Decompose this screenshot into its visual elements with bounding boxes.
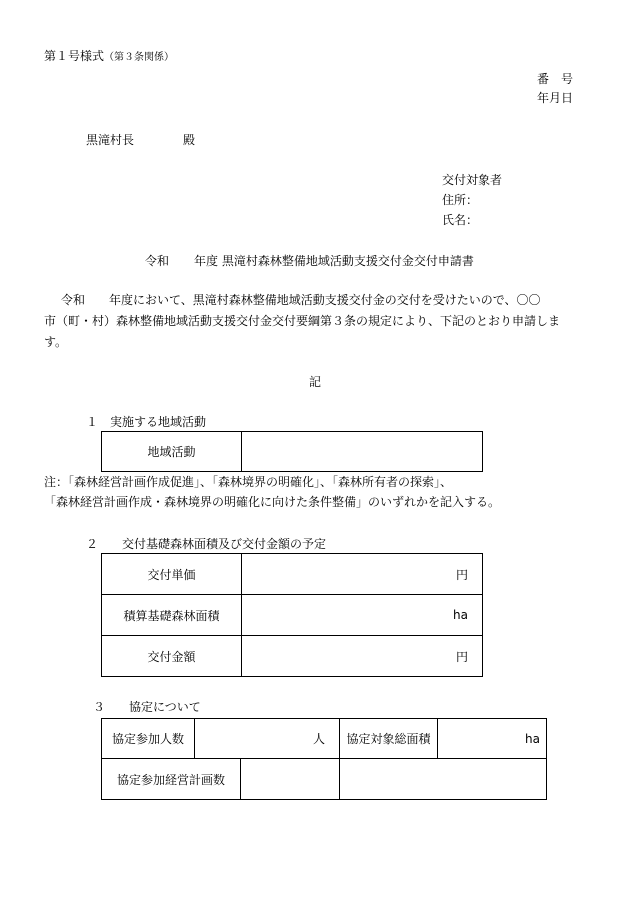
table-row [102,759,547,800]
grant-amount-field[interactable]: 円 [242,636,483,677]
table-row [102,554,483,595]
addressee-name: 黒滝村長 [86,133,135,147]
form-number-line [44,50,174,63]
unit-price-field[interactable]: 円 [242,554,483,595]
plans-label: 協定参加経営計画数 [102,759,241,799]
section3-table [101,718,547,800]
total-area-label: 協定対象総面積 [340,719,438,759]
activity-label: 地域活動 [102,432,242,472]
section1-note-1: 注：「森林経営計画作成促進」、「森林境界の明確化」、「森林所有者の探索」、 [44,475,453,489]
section1-heading: １ 実施する地域活動 [86,415,207,429]
unit-price-label: 交付単価 [102,554,242,595]
participants-label: 協定参加人数 [102,719,195,759]
activity-value-field[interactable] [242,432,483,472]
table-row [102,719,547,759]
section1-table [101,431,483,472]
section2-heading: ２ 交付基礎森林面積及び交付金額の予定 [86,537,327,551]
applicant-name-label: 氏名： [442,213,479,227]
section1-note-2: 「森林経営計画作成・森林境界の明確化に向けた条件整備」のいずれかを記入する。 [44,495,501,509]
plans-label-cell [102,759,340,800]
participants-field[interactable]: 人 [195,719,340,759]
section3-heading: ３ 協定について [93,700,201,714]
body-line-2: 市（町・村）森林整備地域活動支援交付金交付要綱第３条の規定により、下記のとおり申請しま [44,314,561,328]
applicant-heading: 交付対象者 [442,173,503,187]
forest-area-field[interactable]: ha [242,595,483,636]
addressee-honorific: 殿 [183,133,196,147]
table-row [102,432,483,472]
document-title-era: 令和 [145,254,170,268]
document-title: 年度 黒滝村森林整備地域活動支援交付金交付申請書 [194,254,474,268]
reference-number-label: 番 号 [537,72,574,86]
form-relation: （第３条関係） [104,52,175,63]
date-label: 年月日 [537,91,574,105]
table-row [102,595,483,636]
section2-table [101,553,483,677]
forest-area-label: 積算基礎森林面積 [102,595,242,636]
body-line-1: 令和 年度において、黒滝村森林整備地域活動支援交付金の交付を受けたいので、〇〇 [61,293,541,307]
table-row [102,636,483,677]
plans-field[interactable] [340,759,547,800]
ki-heading: 記 [309,375,322,389]
grant-amount-label: 交付金額 [102,636,242,677]
body-paragraph [44,290,589,353]
body-line-3: す。 [44,335,68,349]
form-number: 第１号様式 [44,49,105,63]
applicant-address-label: 住所： [442,193,479,207]
total-area-field[interactable]: ha [438,719,547,759]
